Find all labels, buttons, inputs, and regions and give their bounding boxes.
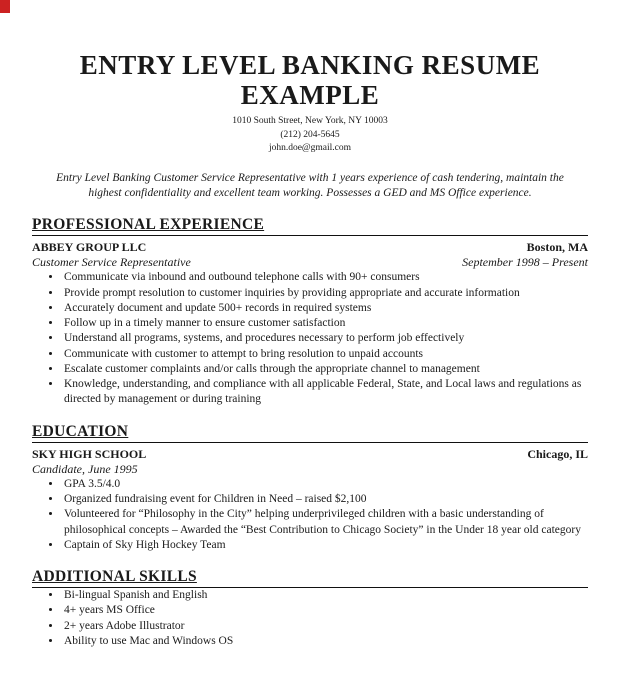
experience-bullet: • Communicate with customer to attempt to bring resolution to unpaid accounts: [62, 347, 588, 362]
skills-bullet: • 4+ years MS Office: [62, 603, 588, 618]
experience-bullet: • Understand all programs, systems, and procedures necessary to perform job effectively: [62, 331, 588, 346]
job-title: Customer Service Representative: [32, 255, 191, 270]
experience-heading-label: PROFESSIONAL EXPERIENCE: [32, 216, 265, 234]
title-line-2: EXAMPLE: [240, 80, 380, 111]
page-title: [32, 50, 588, 110]
experience-bullet: • Communicate via inbound and outbound telephone calls with 90+ consumers: [62, 270, 588, 285]
section-heading-education: [32, 423, 588, 443]
education-degree-row: [32, 462, 588, 477]
experience-bullet: • Follow up in a timely manner to ensure customer satisfaction: [62, 316, 588, 331]
school-name: SKY HIGH SCHOOL: [32, 446, 147, 461]
degree-line: Candidate, June 1995: [32, 461, 138, 476]
experience-bullet: • Accurately document and update 500+ records in required systems: [62, 301, 588, 316]
experience-bullet: • Provide prompt resolution to customer inquiries by providing appropriate and accurate information: [62, 286, 588, 301]
experience-bullet: • Escalate customer complaints and/or calls through the appropriate channel to management: [62, 362, 588, 377]
education-heading-label: EDUCATION: [32, 422, 129, 440]
corner-marker: [0, 0, 10, 13]
education-bullet-list: [32, 477, 588, 553]
school-location: Chicago, IL: [527, 446, 588, 461]
summary-paragraph: Entry Level Banking Customer Service Representative with 1 years experience of cash tendering, maintain the highest confidentiality and excellent team working. Possesses a GED and MS Office experience.: [56, 172, 564, 200]
experience-bullet: • Knowledge, understanding, and compliance with all applicable Federal, State, and Local laws and regulations as directed by management or during training: [62, 377, 588, 408]
company-name: ABBEY GROUP LLC: [32, 240, 147, 255]
company-location: Boston, MA: [526, 240, 588, 255]
education-school-row: [32, 447, 588, 462]
experience-company-row: [32, 240, 588, 255]
education-bullet: • Organized fundraising event for Children in Need – raised $2,100: [62, 492, 588, 507]
skills-bullet-list: [32, 588, 588, 649]
contact-block: [32, 115, 588, 155]
education-bullet: • GPA 3.5/4.0: [62, 477, 588, 492]
education-bullet: • Volunteered for “Philosophy in the City” helping underprivileged children with a basic understanding of philosophical concepts – Awarded the “Best Contribution to Chicago Society” in the Under 18 year old category: [62, 507, 588, 538]
title-line-1: ENTRY LEVEL BANKING RESUME: [79, 50, 541, 80]
section-heading-experience: [32, 216, 588, 236]
skills-bullet: • Ability to use Mac and Windows OS: [62, 634, 588, 649]
email-line: john.doe@gmail.com: [268, 143, 352, 154]
skills-bullet: • 2+ years Adobe Illustrator: [62, 619, 588, 634]
experience-role-row: [32, 255, 588, 270]
phone-line: (212) 204-5645: [280, 129, 340, 140]
job-dates: September 1998 – Present: [462, 255, 588, 270]
resume-header: [32, 50, 588, 155]
address-line: 1010 South Street, New York, NY 10003: [232, 116, 388, 127]
section-heading-skills: [32, 568, 588, 588]
education-bullet: • Captain of Sky High Hockey Team: [62, 538, 588, 553]
skills-heading-label: ADDITIONAL SKILLS: [32, 568, 197, 586]
experience-bullet-list: [32, 270, 588, 408]
skills-bullet: • Bi-lingual Spanish and English: [62, 588, 588, 603]
